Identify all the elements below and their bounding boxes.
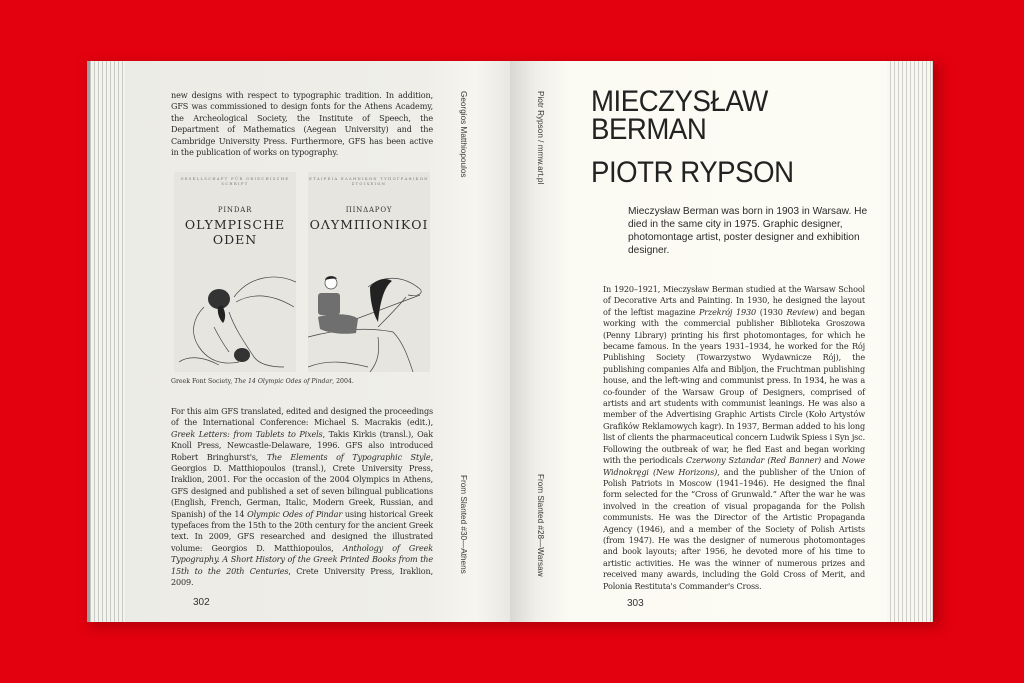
open-book-spread: [87, 61, 933, 622]
cover-author-greek: ΠΙΝΔΑΡΟΥ: [345, 206, 393, 214]
figure-caption: [171, 378, 354, 385]
running-head-right: Piotr Rypson / mmw.art.pl: [536, 91, 545, 185]
lead-paragraph: Mieczysław Berman was born in 1903 in Warsaw. He died in the same city in 1975. Graphic designer, photomontage artist, poster designer and exhibition designer.: [628, 206, 868, 256]
right-body-text: In 1920–1921, Mieczysław Berman studied at the Warsaw School of Decorative Arts and Painting. In 1930, he designed the layout of the leftist magazine Przekrój 1930 (1930 Review) and began working with the commercial publisher Biblioteka Groszowa (Penny Library) printing his first photomontages, for which he became famous. In the years 1931–1934, he worked for the Rój Publishing Society (Towarzystwo Wydawnicze Rój), the publishing companies Alfa and Bibljon, the Fruchtman publishing house, and the left-wing and communist press. In 1934, he was a co-founder of the Warsaw Group of Designers, comprised of artists and art students with communist leanings. He was also a member of the Advertising Graphic Artists Circle (Koło Artystów Grafików Reklamowych kagr). In 1937, Berman added to his long list of clients the pharmaceutical concern Ludwik Spiess i Syn jsc. Following the outbreak of war, he fled East and began working with the periodicals Czerwony Sztandar (Red Banner) and Nowe Widnokręgi (New Horizons), and the publisher of the Union of Polish Patriots in Moscow (1941–1946). He designed the final form selected for the “Cross of Grunwald.” After the war he was involved in the creation of visual propaganda for the Polish communists. He was the Director of the Artistic Propaganda Agency (1946), and a member of the Society of Polish Artists (from 1947). He was the designer of numerous photomontages and book layouts; after 1956, he devoted more of his time to artistic activities. He was the winner of numerous prizes and received many awards, including the Gold Cross of Merit, and Polonia Restituta's Commander's Cross.: [603, 284, 865, 591]
page-number-right: 303: [627, 598, 644, 609]
running-foot-left: From Slanted #30—Athens: [459, 475, 468, 574]
intro-text: new designs with respect to typographic tradition. In addition, GFS was commissioned to design fonts for the Athens Academy, the Archeological Society, the Institute of Speech, the Department of Mathematics (Aegean University) and the Cambridge University Press. Furthermore, GFS has been active in the publication of works on typography.: [171, 90, 433, 158]
caption-text: Greek Font Society,: [171, 378, 235, 385]
left-body-paragraph: [171, 406, 433, 589]
running-foot-right: From Slanted #28—Warsaw: [536, 474, 545, 577]
cover-title: [174, 217, 296, 247]
cover-title-line1: OLYMPISCHE: [184, 217, 286, 232]
right-page: [510, 61, 933, 622]
cover-publisher-greek: ΕΤΑΙΡΕΙΑ ΕΛΛΗΝΙΚΩΝ ΤΥΠΟΓΡΑΦΙΚΩΝ ΣΤΟΙΧΕΙΩΝ: [309, 177, 429, 186]
caption-year: , 2004.: [332, 378, 354, 385]
intro-paragraph: [171, 90, 433, 158]
horse-rider-illustration-icon: [308, 267, 430, 372]
left-body-text: For this aim GFS translated, edited and designed the proceedings of the International Conference: Michael S. Macrakis (edit.), Greek Letters: from Tablets to Pixels, Takis Kirkis (transl.), Oak Knoll Press, Newcastle-Delaware, 1996. GFS also introduced Robert Bringhurst's, The Elements of Typographic Style, Georgios D. Matthiopoulos (transl.), Crete University Press, Iraklion, 2001. For the occasion of the 2004 Olympics in Athens, GFS designed and published a set of seven bilingual publications (English, French, German, Italic, Modern Greek, Russian, and Spanish) of the 14 Olympic Odes of Pindar using historical Greek typefaces from the 15th to the 20th century for the ancient Greek text. In 2009, GFS researched and designed the illustrated volume: Georgios D. Matthiopoulos, Anthology of Greek Typography. A Short History of the Greek Printed Books from the 15th to the 20th Centuries, Crete University Press, Iraklion, 2009.: [171, 406, 433, 588]
cover-title-greek: ΟΛΥΜΠΙΟΝΙΚΟΙ: [309, 217, 429, 232]
running-head-left: Georgios Matthiopoulos: [459, 91, 468, 178]
page-number-left: 302: [193, 597, 210, 608]
left-page: [87, 61, 510, 622]
title-line2: BERMAN: [591, 113, 707, 146]
cover-author: PINDAR: [217, 206, 253, 214]
author-name: PIOTR RYPSON: [591, 156, 794, 189]
right-body-paragraph: [603, 284, 865, 592]
wrestlers-illustration-icon: [174, 267, 296, 372]
cover-olympische-oden: [174, 172, 296, 372]
caption-title: The 14 Olympic Odes of Pindar: [234, 378, 333, 385]
cover-publisher: GESELLSCHAFT FÜR GRIECHISCHE SCHRIFT: [180, 177, 290, 186]
figure-book-covers: [174, 172, 432, 372]
title-line1: MIECZYSŁAW: [591, 85, 768, 118]
page-edges-right: [887, 61, 933, 622]
article-author: [591, 156, 811, 189]
cover-title-line2: ODEN: [212, 232, 258, 247]
page-edges-left: [87, 61, 125, 622]
article-title: [591, 85, 783, 146]
cover-olympionikoi: [308, 172, 430, 372]
